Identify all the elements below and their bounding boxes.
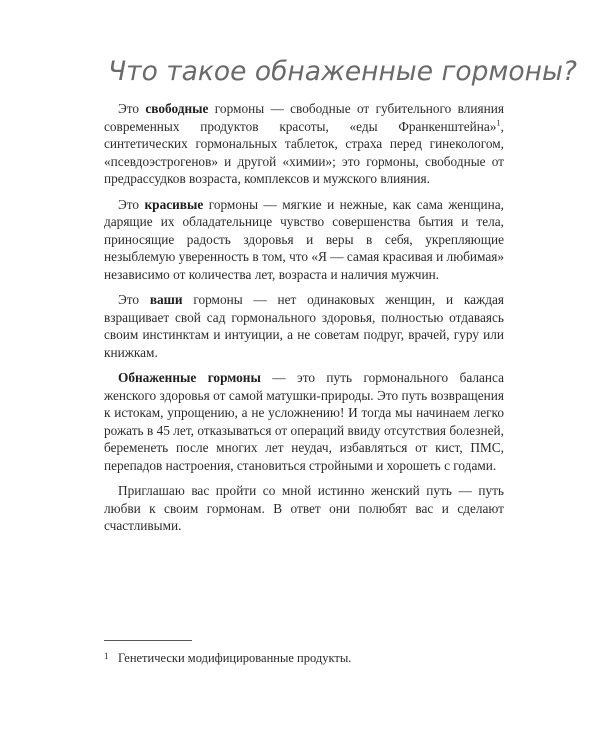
paragraph-text: — это путь гормонального баланса женского здоровья от самой матушки-природы. Это путь возвращения к истокам, упрощению, а не усложнению! И тогда мы начинаем легко рожать в 45 лет, отказываться от операций ввиду отсутствия болезней, беременеть после многих лет неудач, избавляться от кист, ПМС, перепадов настроения, становиться стройными и хорошеть с годами. bbox=[104, 370, 504, 473]
paragraph-text: гормоны — свободные от губительного влияния современных продуктов красоты, «еды Франкенштейна» bbox=[104, 101, 504, 134]
paragraph-free bbox=[104, 100, 504, 188]
footnote-number: 1 bbox=[104, 651, 109, 661]
paragraph-lead: Это bbox=[118, 292, 150, 307]
paragraph-beautiful bbox=[104, 196, 504, 284]
paragraph-naked-hormones bbox=[104, 369, 504, 474]
paragraph-invitation bbox=[104, 482, 504, 535]
paragraph-lead: Это bbox=[118, 196, 145, 212]
footnote-divider bbox=[104, 640, 192, 641]
paragraph-text: гормоны — нет одинаковых женщин, и каждая взращивает свой сад гормонального здоровья, полностью отдаваясь своим инстинктам и интуиции, а не советам подруг, врачей, гуру или книжкам. bbox=[104, 292, 504, 360]
emphasis-beautiful: красивые bbox=[144, 196, 204, 212]
footnote-text: Генетически модифицированные продукты. bbox=[118, 651, 352, 665]
emphasis-free: свободные bbox=[145, 101, 209, 116]
footnote bbox=[104, 650, 504, 666]
body-text bbox=[104, 100, 504, 543]
chapter-title: Что такое обнаженные гормоны? bbox=[108, 56, 577, 87]
emphasis-naked-hormones: Обнаженные гормоны bbox=[118, 370, 261, 385]
paragraph-yours bbox=[104, 291, 504, 361]
paragraph-text-continued: , синтетических гормональных таблеток, страха перед гинекологом, «псевдоэстрогенов» и другой «химии»; это гормоны, свободные от предрассудков возраста, комплексов и мужского влияния. bbox=[104, 118, 504, 186]
paragraph-text: Приглашаю вас пройти со мной истинно женский путь — путь любви к своим гормонам. В ответ они полюбят вас и сделают счастливыми. bbox=[104, 483, 504, 533]
paragraph-lead: Это bbox=[118, 101, 146, 116]
paragraph-text: гормоны — мягкие и нежные, как сама женщина, дарящие их обладательнице чувство совершенства бытия и тела, приносящие радость здоровья и веры в себя, укрепляющие незыблемую уверенность в том, что «Я — самая красивая и любимая» независимо от количества лет, возраста и наличия мужчин. bbox=[104, 196, 504, 282]
emphasis-yours: ваши bbox=[149, 292, 183, 307]
footnote-reference[interactable]: 1 bbox=[496, 117, 501, 128]
